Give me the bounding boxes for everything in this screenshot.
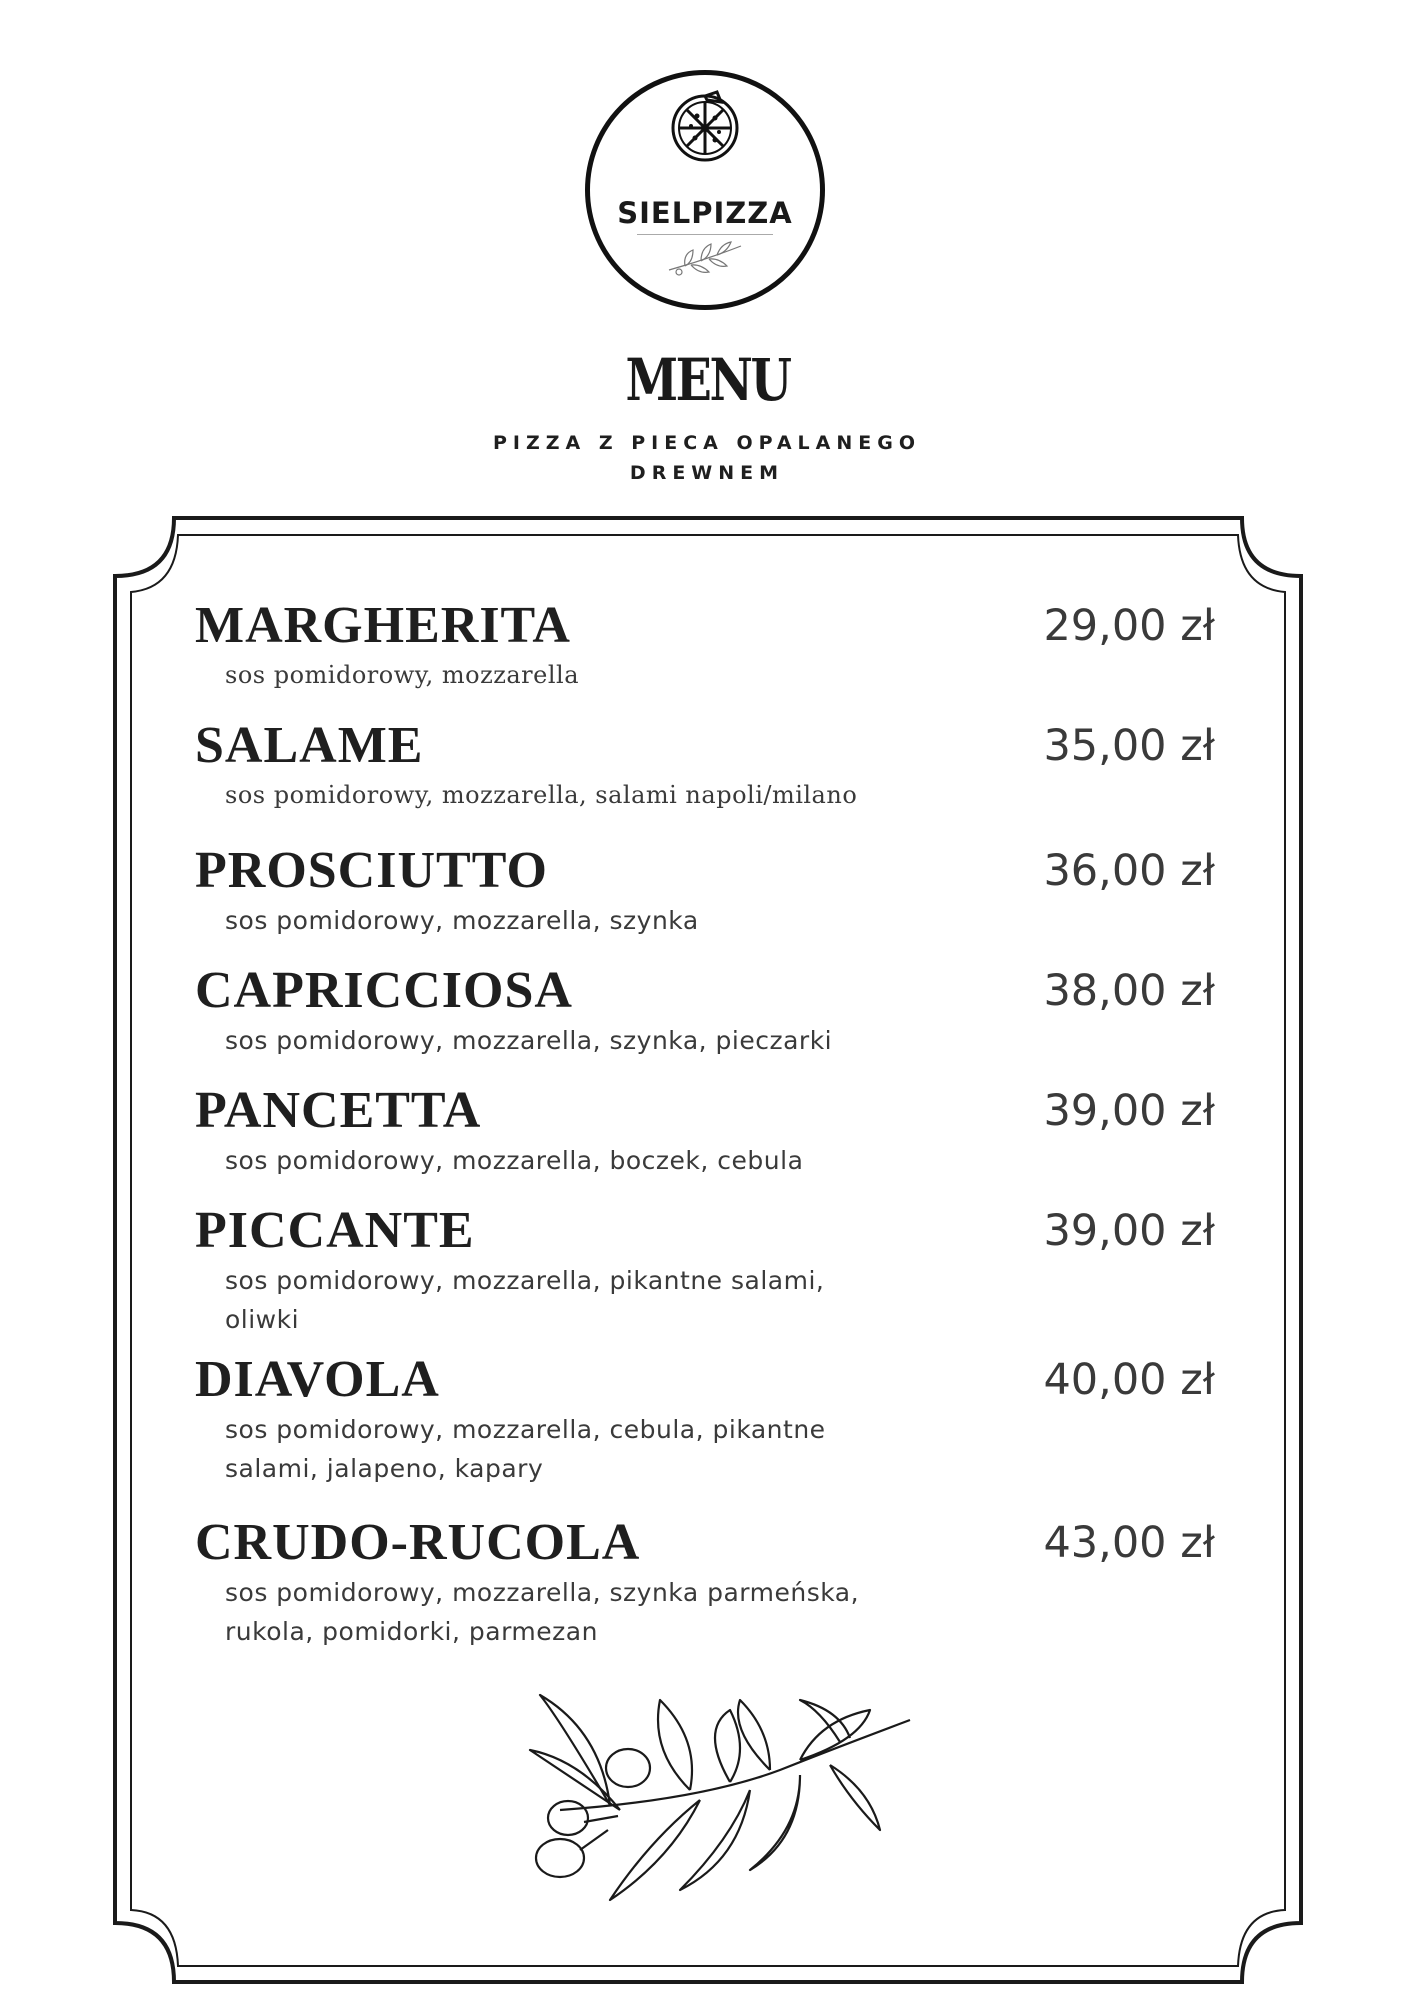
item-price: 43,00 zł <box>1043 1518 1215 1568</box>
item-name: PROSCIUTTO <box>195 842 548 899</box>
item-name: DIAVOLA <box>195 1351 440 1408</box>
olive-branch-icon <box>500 1690 920 1920</box>
subtitle-line-2: DREWNEM <box>629 462 785 484</box>
item-description: sos pomidorowy, mozzarella, cebula, pikantne salami, jalapeno, kapary <box>225 1415 826 1483</box>
item-name: PANCETTA <box>195 1082 482 1139</box>
item-description: sos pomidorowy, mozzarella, pikantne salami, oliwki <box>225 1266 825 1334</box>
item-price: 38,00 zł <box>1043 966 1215 1016</box>
item-price: 40,00 zł <box>1043 1355 1215 1405</box>
item-description: sos pomidorowy, mozzarella <box>225 661 580 689</box>
item-price: 39,00 zł <box>1043 1086 1215 1136</box>
item-name: CRUDO-RUCOLA <box>195 1514 641 1571</box>
item-price: 39,00 zł <box>1043 1206 1215 1256</box>
item-price: 29,00 zł <box>1043 601 1215 651</box>
item-price: 36,00 zł <box>1043 846 1215 896</box>
item-price: 35,00 zł <box>1043 721 1215 771</box>
item-name: CAPRICCIOSA <box>195 962 573 1019</box>
item-description: sos pomidorowy, mozzarella, boczek, cebula <box>225 1146 804 1175</box>
item-description: sos pomidorowy, mozzarella, szynka <box>225 906 699 935</box>
item-name: PICCANTE <box>195 1202 475 1259</box>
item-name: MARGHERITA <box>195 597 571 654</box>
logo-name: SIELPIZZA <box>617 196 793 230</box>
subtitle-line-1: PIZZA Z PIECA OPALANEGO <box>493 432 921 454</box>
item-name: SALAME <box>195 717 424 774</box>
page-title: MENU <box>625 346 790 414</box>
item-description: sos pomidorowy, mozzarella, szynka parmeńska, rukola, pomidorki, parmezan <box>225 1578 860 1646</box>
item-description: sos pomidorowy, mozzarella, salami napoli/milano <box>225 781 858 809</box>
item-description: sos pomidorowy, mozzarella, szynka, pieczarki <box>225 1026 833 1055</box>
